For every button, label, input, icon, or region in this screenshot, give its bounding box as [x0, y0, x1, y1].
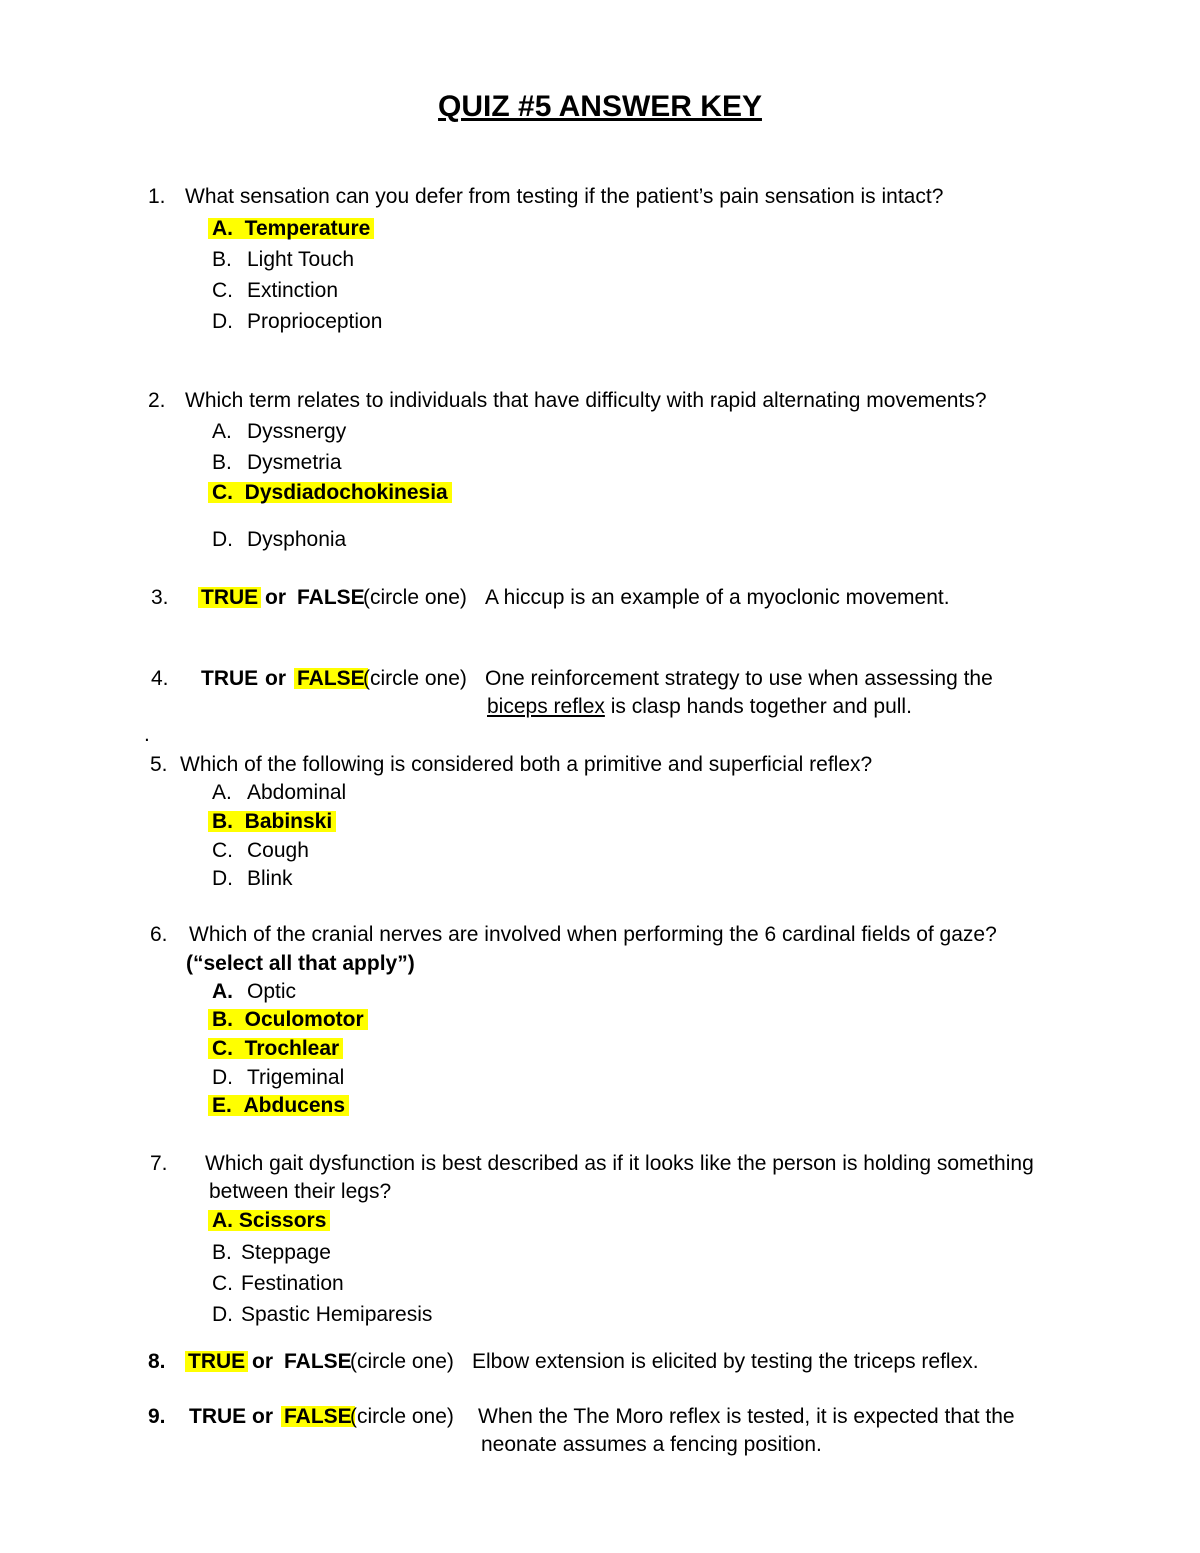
question-number: 2.	[148, 389, 166, 412]
question-number: 6.	[150, 923, 168, 946]
answer-option-a	[208, 1210, 330, 1231]
option-c	[212, 279, 339, 302]
option-letter: D.	[212, 867, 233, 890]
option-letter: B.	[212, 1008, 233, 1031]
false-option: FALSE	[297, 586, 365, 609]
option-text: Trigeminal	[247, 1066, 345, 1089]
option-text: Festination	[241, 1272, 344, 1295]
option-text: Spastic Hemiparesis	[241, 1303, 433, 1326]
option-b	[212, 248, 355, 271]
option-text: Abdominal	[247, 781, 347, 804]
answer-option-b	[208, 1009, 368, 1030]
question-text: Which of the following is considered both a primitive and superficial reflex?	[180, 753, 873, 776]
answer-option-c	[208, 1038, 343, 1059]
question-text: Which term relates to individuals that have difficulty with rapid alternating movements?	[185, 389, 987, 412]
question-text: What sensation can you defer from testing if the patient’s pain sensation is intact?	[185, 185, 944, 208]
instruction: (circle one)	[350, 1405, 454, 1428]
question-number: 9.	[148, 1405, 166, 1428]
option-letter: A.	[212, 781, 232, 804]
option-d	[212, 528, 347, 551]
stray-mark: .	[144, 723, 150, 746]
option-text: Optic	[247, 980, 297, 1003]
option-text: Steppage	[241, 1241, 331, 1264]
false-option-selected: FALSE	[281, 1406, 355, 1427]
option-text: Proprioception	[247, 310, 383, 333]
option-text: Dyssnergy	[247, 420, 347, 443]
option-letter: A.	[212, 1209, 233, 1232]
statement: A hiccup is an example of a myoclonic movement.	[485, 586, 950, 609]
or-label: or	[265, 667, 286, 690]
answer-option-b	[208, 811, 336, 832]
option-text: Dysmetria	[247, 451, 342, 474]
true-option: TRUE	[201, 667, 259, 690]
question-number: 8.	[148, 1350, 166, 1373]
question-number: 4.	[151, 667, 169, 690]
false-option: FALSE	[284, 1350, 352, 1373]
option-c	[212, 1272, 344, 1295]
option-c	[212, 839, 309, 862]
option-letter: B.	[212, 248, 232, 271]
answer-option-c	[208, 482, 452, 503]
option-text: Oculomotor	[244, 1008, 364, 1031]
or-label: or	[265, 586, 286, 609]
true-option: TRUE	[189, 1405, 247, 1428]
option-a	[212, 781, 347, 804]
statement-line-1: One reinforcement strategy to use when assessing the	[485, 667, 993, 690]
underlined-term: biceps reflex	[487, 695, 605, 718]
option-letter: A.	[212, 980, 233, 1003]
statement: Elbow extension is elicited by testing the triceps reflex.	[472, 1350, 979, 1373]
question-number: 7.	[150, 1152, 168, 1175]
option-text: Blink	[247, 867, 293, 890]
option-text: Temperature	[244, 217, 371, 240]
false-option-selected: FALSE	[294, 668, 368, 689]
question-text: Which of the cranial nerves are involved when performing the 6 cardinal fields of gaze?	[189, 923, 997, 946]
option-text: Trochlear	[244, 1037, 340, 1060]
select-all-note: (“select all that apply”)	[186, 952, 415, 975]
option-d	[212, 867, 293, 890]
statement-line-2	[487, 696, 912, 717]
option-letter: D.	[212, 528, 233, 551]
option-letter: C.	[212, 1037, 233, 1060]
option-letter: C.	[212, 839, 233, 862]
option-d	[212, 1066, 345, 1089]
or-label: or	[252, 1350, 273, 1373]
or-label: or	[252, 1405, 273, 1428]
option-text: Dysdiadochokinesia	[244, 481, 448, 504]
option-letter: B.	[212, 1241, 232, 1264]
true-option-selected: TRUE	[198, 587, 261, 608]
option-letter: D.	[212, 310, 233, 333]
statement-line-1: When the The Moro reflex is tested, it is expected that the	[478, 1405, 1015, 1428]
instruction: (circle one)	[363, 586, 467, 609]
statement-rest: is clasp hands together and pull.	[604, 695, 912, 718]
statement-line-2: neonate assumes a fencing position.	[481, 1433, 822, 1456]
option-letter: C.	[212, 481, 233, 504]
true-option-selected: TRUE	[185, 1351, 248, 1372]
option-letter: D.	[212, 1303, 233, 1326]
option-text: Scissors	[238, 1209, 327, 1232]
option-letter: B.	[212, 810, 233, 833]
question-number: 3.	[151, 586, 169, 609]
instruction: (circle one)	[363, 667, 467, 690]
option-letter: A.	[212, 420, 232, 443]
option-letter: B.	[212, 451, 232, 474]
answer-option-e	[208, 1095, 349, 1116]
option-text: Abducens	[243, 1094, 346, 1117]
question-number: 1.	[148, 185, 166, 208]
instruction: (circle one)	[350, 1350, 454, 1373]
question-text-line-1: Which gait dysfunction is best described as if it looks like the person is holding something	[205, 1152, 1034, 1175]
question-text-line-2: between their legs?	[209, 1180, 392, 1203]
option-letter: A.	[212, 217, 233, 240]
option-text: Light Touch	[247, 248, 355, 271]
option-letter: C.	[212, 1272, 233, 1295]
option-text: Dysphonia	[247, 528, 347, 551]
option-b	[212, 1241, 331, 1264]
option-text: Cough	[247, 839, 309, 862]
option-text: Babinski	[244, 810, 333, 833]
answer-option-a	[208, 218, 374, 239]
option-letter: C.	[212, 279, 233, 302]
option-letter: E.	[212, 1094, 232, 1117]
option-letter: D.	[212, 1066, 233, 1089]
option-a	[212, 420, 347, 443]
page-title: QUIZ #5 ANSWER KEY	[438, 90, 762, 123]
option-d	[212, 310, 383, 333]
option-b	[212, 451, 342, 474]
option-a	[212, 980, 297, 1003]
question-number: 5.	[150, 753, 168, 776]
option-d	[212, 1303, 433, 1326]
option-text: Extinction	[247, 279, 339, 302]
